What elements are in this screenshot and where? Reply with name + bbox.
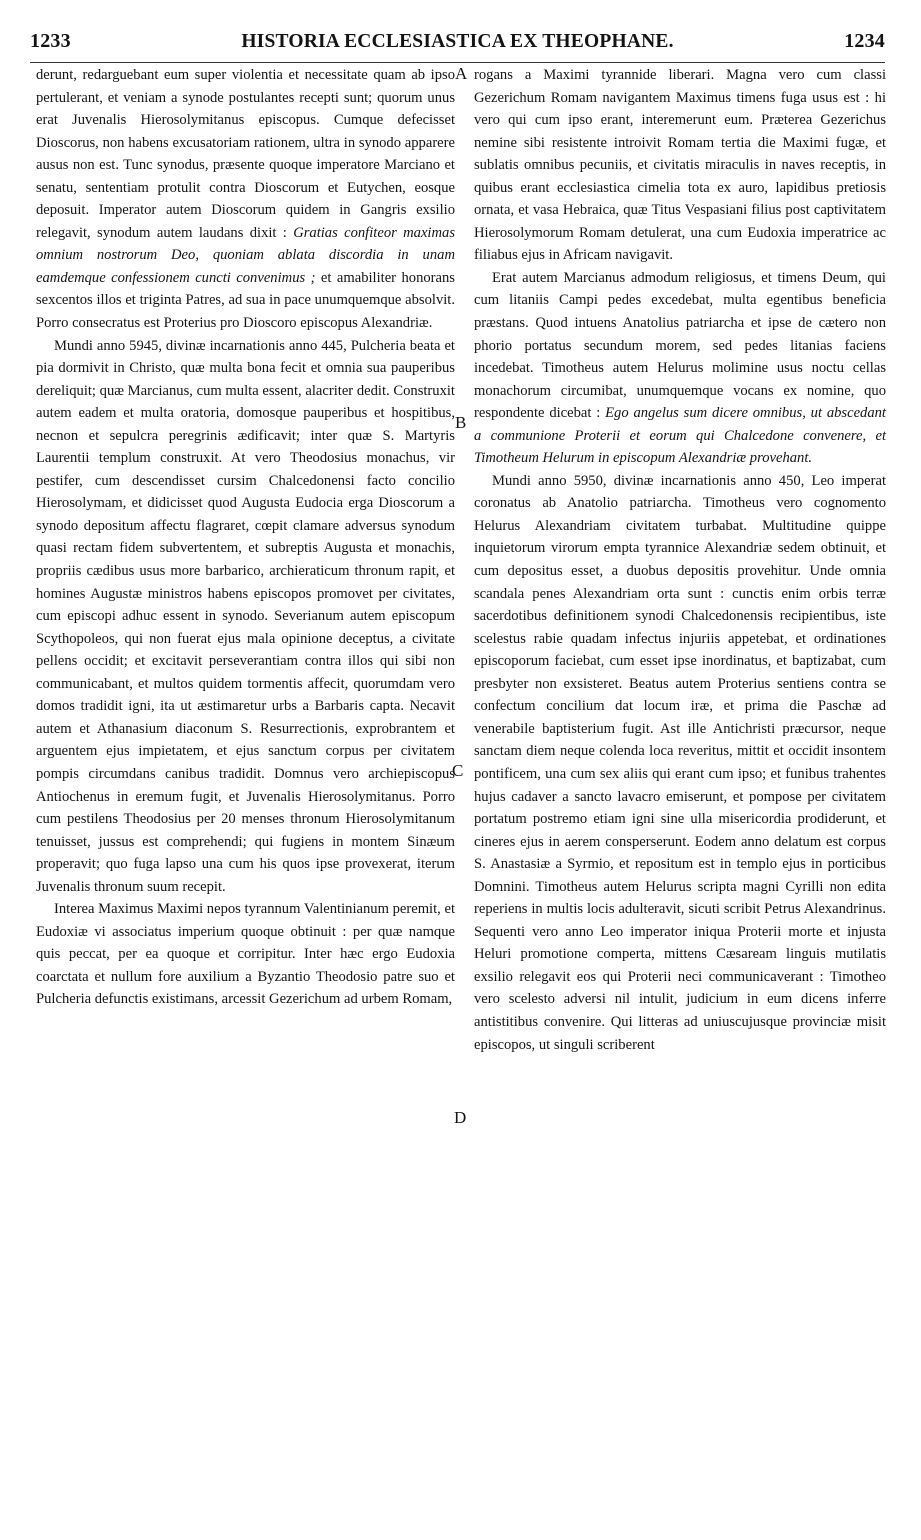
section-marker-d: D (454, 1108, 467, 1127)
left-p1-text: derunt, redarguebant eum super violentia et necessitate quam ab ipso pertulerant, et veniam a synode postulantes recepti sunt; quorum unus erat Juvenalis Hierosolymitanus episcopus. Cumque defecisset Dioscorus, non habens excusatoriam rationem, ultra in synodo apparere ausus non est. Tunc synodus, præsente quoque imperatore Marciano et senatu, sententiam protulit contra Dioscorum et Eutychen, eosque deposuit. Imperator autem Dioscorum quidem in Gangris exsilio relegavit, synodum autem laudans dixit : (36, 67, 455, 241)
left-p1-quote: Gratias confiteor maximas omnium nostrorum Deo, quoniam ablata discordia in unam eamdemque confessionem cuncti convenimus ; (36, 224, 455, 286)
page-number-left: 1233 (30, 30, 71, 52)
left-column (36, 64, 455, 1011)
section-marker-b: B (455, 413, 467, 432)
right-p2-text: Erat autem Marcianus admodum religiosus, et timens Deum, qui cum litaniis Campi pedes excedebat, multa egentibus beneficia præstans. Quod intuens Anatolius patriarcha et ipse de cætero non phorio portatus secundum morem, sed pedes litanias faciens incedebat. Timotheus autem Helurus molimine usus noctu cellas monachorum circumibat, unumquemque vocans ex nomine, quo respondente dicebat : (474, 269, 886, 422)
right-paragraph-3: Mundi anno 5950, divinæ incarnationis anno 450, Leo imperat coronatus ab Anatolio patriarcha. Timotheus vero cognomento Helurus Alexandriam civitatem turbabat. Multitudine quippe inquietorum virorum empta tyrannice Alexandriæ sedem obtinuit, et cum depositus esset, a duobus depositis provehitur. Unde omnia scandala penes Alexandriam orta sunt : cunctis enim orbis terræ sacerdotibus definitionem synodi Chalcedonensis recipientibus, iste scelestus rabie quadam infectus injuriis appetebat, et ordinationes episcoporum faciebat, cum esset ipse inordinatus, et baptizabat, cum presbyter non exsisteret. Beatus autem Proterius sentiens contra se confectum concilium dat locum iræ, et prima die Paschæ ad venerabile baptisterium fugit. Ast ille Antichristi præcursor, neque sanctam diem neque colenda loca reveritus, mittit et occidit insontem pontificem, una cum sex aliis qui erant cum ipso; et funibus trahentes hujus cadaver a sancto lavacro emiserunt, et pompose per civitatem portatum postremo etiam igni sine ulla misericordia prodiderunt, et cineres ejus in aerem consperserunt. Eodem anno delatum est corpus S. Anastasiæ a Syrmio, et repositum est in templo ejus in porticibus Domnini. Timotheus autem Helurus scripta magni Cyrilli non edita reperiens in multis locis adulteravit, sicuti scribit Petrus Alexandrinus. Sequenti vero anno Leo imperator iniqua Proterii morte et injusta Heluri promotione comperta, mittens Cæsaream linguis mutilatis exsilio relegavit eos qui Proterii neci communicaverant : Timotheo vero scelesto adversi nil intulit, judicium in eum dicens inferre antistitibus convenire. Qui litteras ad uniuscujusque provinciæ misit episcopos, ut singuli scriberent (474, 472, 886, 1053)
right-column (474, 64, 886, 1056)
header-rule (30, 62, 885, 63)
page-number-right: 1234 (844, 30, 885, 52)
left-paragraph-2: Mundi anno 5945, divinæ incarnationis anno 445, Pulcheria beata et pia dormivit in Christo, quæ multa bona fecit et omnia sua pauperibus dereliquit; quæ Marcianus, cum multa essent, alacriter dedit. Construxit autem eadem et multa oratoria, domosque pauperibus et hospitibus, necnon et sepulcra peregrinis ædificavit; inter quæ S. Martyris Laurentii templum construxit. At vero Theodosius monachus, vir pestifer, cum descendisset cursim Chalcedonensi facto concilio Hierosolymam, et didicisset quod Augusta Eudocia erga Dioscorum a synodo depositum affectu flagraret, cœpit clamare adversus synodum quasi rectam fidem subvertentem, et subreptis Augusta et monachis, propriis cædibus usus more barbarico, archieraticum thronum rapit, et homines Augustæ ministros habens episcopos promovet per civitates, cum episcopi adhuc essent in synodo. Severianum autem episcopum Scythopoleos, qui non fuerat ejus mala opinione deceptus, a civitate pellens occidit; et excitavit perseverantiam contra illos qui sibi non communicabant, et multos quidem tormentis affecit, quorumdam vero domos tradidit igni, ita ut æstimaretur urbs a Barbaris capta. Necavit autem et Athanasium diaconum S. Resurrectionis, exprobrantem et arguentem ejus impietatem, et ejus sanctum corpus per civitatem pompis circumdans canibus tradidit. Domnus vero archiepiscopus Antiochenus in eremum fugit, et Juvenalis Hierosolymitanus. Porro cum pestilens Theodosius per 20 menses thronum Hierosolymitanum tenuisset, jussus est comprehendi; qui fugiens in montem Sinæum properavit; quo fuga lapso una cum his quos ipse provexerat, iterum Juvenalis thronum suum recepit. (36, 337, 455, 895)
right-p2-quote: Ego angelus sum dicere omnibus, ut abscedant a communione Proterii et eorum qui Chalcedone convenere, et Timotheum Helurum in episcopum Alexandriæ provehant. (474, 405, 886, 467)
right-paragraph-2 (474, 267, 886, 470)
left-paragraph-1 (36, 64, 455, 335)
section-marker-a: A (455, 64, 468, 83)
left-paragraph-3: Interea Maximus Maximi nepos tyrannum Valentinianum peremit, et Eudoxiæ vi associatus imperium quoque obtinuit : per quæ namque quis peccat, per ea quoque et corripitur. Inter hæc ergo Eudoxia coarctata et nullum fore auxilium a Byzantio Theodosio patre suo et Pulcheria defunctis existimans, arcessit Gezerichum ad urbem Romam, (36, 901, 455, 1008)
left-p1-tail: et amabiliter honorans sexcentos illos et triginta Patres, ad sua in pace unumquemque absolvit. Porro consecratus est Proterius pro Dioscoro episcopus Alexandriæ. (36, 269, 455, 332)
right-paragraph-1: rogans a Maximi tyrannide liberari. Magna vero cum classi Gezerichum Romam navigantem Maximus timens fuga usus est : hi vero qui cum ipso erant, interemerunt eum. Præterea Gezerichus nemine sibi resistente introivit Romam tertia die Maximi fugæ, et sublatis omnibus pecuniis, et civitatis miraculis in naves receptis, in quibus erant ecclesiastica cimelia tota ex auro, lapidibus pretiosis ornata, et vasa Hebraica, quæ Titus Vespasiani filius post captivitatem Hierosolymorum Romam detulerat, una cum Eudoxia imperatrice ac filiabus ejus in Africam navigavit. (474, 67, 886, 264)
section-marker-c: C (452, 761, 464, 780)
running-header (30, 30, 885, 60)
running-title: HISTORIA ECCLESIASTICA EX THEOPHANE. (241, 31, 674, 52)
